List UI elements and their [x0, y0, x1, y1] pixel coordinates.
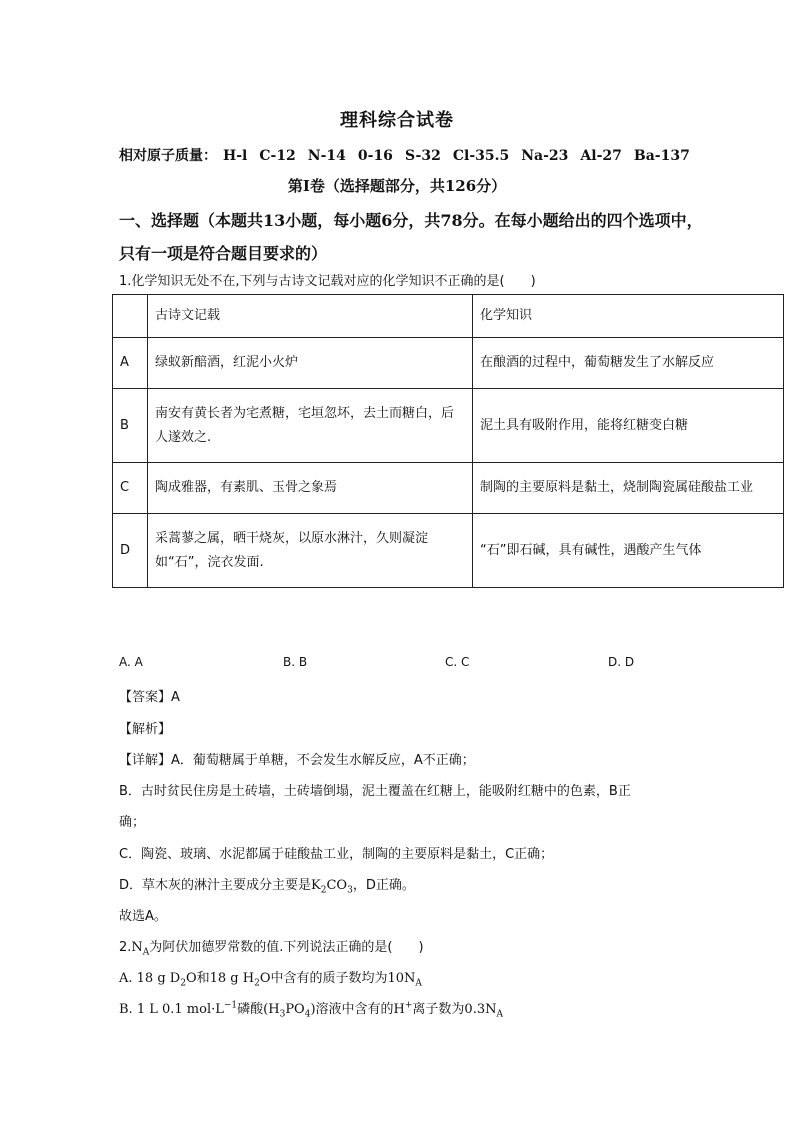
row-key: B — [113, 389, 148, 463]
detail-b-continued: 确； — [119, 815, 146, 830]
mass-item: Ba-137 — [633, 148, 690, 164]
row-record: 采蒿蓼之属，晒干烧灰，以原水淋汁，久则凝淀如“石”，浣衣发面. — [148, 514, 473, 588]
mass-item: Cl-35.5 — [452, 148, 510, 164]
detail-a: A．葡萄糖属于单糖，不会发生水解反应，A不正确； — [171, 753, 475, 768]
row-key: D — [113, 514, 148, 588]
mass-item: 0-16 — [357, 148, 393, 164]
mass-item: Na-23 — [521, 148, 569, 164]
mass-item: C-12 — [259, 148, 296, 164]
page-title: 理科综合试卷 — [340, 110, 454, 131]
option-b[interactable]: B. B — [283, 655, 308, 669]
row-knowledge: 在酿酒的过程中，葡萄糖发生了水解反应 — [473, 338, 784, 389]
option-a[interactable]: A. A — [119, 655, 143, 669]
detail-d-line — [119, 874, 415, 896]
detail-d-end: ，D正确。 — [352, 878, 415, 893]
detail-b: B．古时贫民住房是土砖墙，土砖墙倒塌，泥土覆盖在红糖上，能吸附红糖中的色素，B正 — [119, 784, 631, 799]
section-heading: 一、选择题（本题共13小题，每小题6分，共78分。在每小题给出的四个选项中，只有一项是符合题目要求的） — [119, 211, 703, 263]
answer-value: A — [171, 690, 180, 705]
question-2-option-b[interactable]: B. 1 L 0.1 $mol\cdot L^{-1}$磷酸$(H_3PO_4)$溶液中含有的H+离子数为$0.3N_A$ — [119, 1000, 503, 1020]
formula-k2co3: $K_2CO_3$ — [311, 878, 353, 896]
question-1-table — [112, 294, 784, 588]
mass-item: Al-27 — [580, 148, 622, 164]
table-header-cell — [113, 295, 148, 338]
table-row — [113, 389, 784, 463]
detail-label: 【详解】 — [119, 753, 172, 768]
table-row — [113, 463, 784, 514]
row-record: 南安有黄长者为宅煮糖，宅垣忽坏，去土而糖白，后人遂效之. — [148, 389, 473, 463]
option-c[interactable]: C. C — [445, 655, 470, 669]
row-key: A — [113, 338, 148, 389]
atomic-masses-line — [119, 145, 702, 165]
detail-c: C．陶瓷、玻璃、水泥都属于硅酸盐工业，制陶的主要原料是黏土，C正确； — [119, 847, 554, 862]
answer-line — [119, 686, 180, 705]
row-knowledge: 制陶的主要原料是黏土，烧制陶瓷属硅酸盐工业 — [473, 463, 784, 514]
mass-item: H-l — [223, 148, 248, 164]
table-header-cell: 化学知识 — [473, 295, 784, 338]
row-record: 绿蚁新醅酒，红泥小火炉 — [148, 338, 473, 389]
table-row — [113, 338, 784, 389]
row-key: C — [113, 463, 148, 514]
conclusion: 故选A。 — [119, 909, 167, 924]
answer-label: 【答案】 — [119, 690, 172, 705]
analysis-label: 【解析】 — [119, 722, 172, 737]
detail-a-line — [119, 749, 475, 768]
table-header-row — [113, 295, 784, 338]
option-d[interactable]: D. D — [608, 655, 635, 669]
avogadro-symbol: $N_A$ — [131, 940, 150, 958]
atomic-masses-label: 相对原子质量： — [119, 148, 217, 164]
row-record: 陶成雅器，有素肌、玉骨之象焉 — [148, 463, 473, 514]
question-1-stem: 1.化学知识无处不在,下列与古诗文记载对应的化学知识不正确的是( ) — [119, 274, 536, 289]
question-2-option-a[interactable]: A. 18 g $D_2O$和18 g $H_2O$中含有的质子数均为$10N_A$ — [119, 971, 422, 989]
mass-item: S-32 — [404, 148, 441, 164]
row-knowledge: 泥土具有吸附作用，能将红糖变白糖 — [473, 389, 784, 463]
detail-d-text: D．草木灰的淋汁主要成分主要是 — [119, 878, 312, 893]
row-knowledge: “石”即石碱，具有碱性，遇酸产生气体 — [473, 514, 784, 588]
part-heading: 第Ⅰ卷（选择题部分，共126分） — [287, 177, 507, 195]
table-row — [113, 514, 784, 588]
table-header-cell: 古诗文记载 — [148, 295, 473, 338]
mass-item: N-14 — [307, 148, 346, 164]
question-2-stem: $2.N_A$为阿伏加德罗常数的值.下列说法正确的是( ) — [119, 940, 424, 958]
